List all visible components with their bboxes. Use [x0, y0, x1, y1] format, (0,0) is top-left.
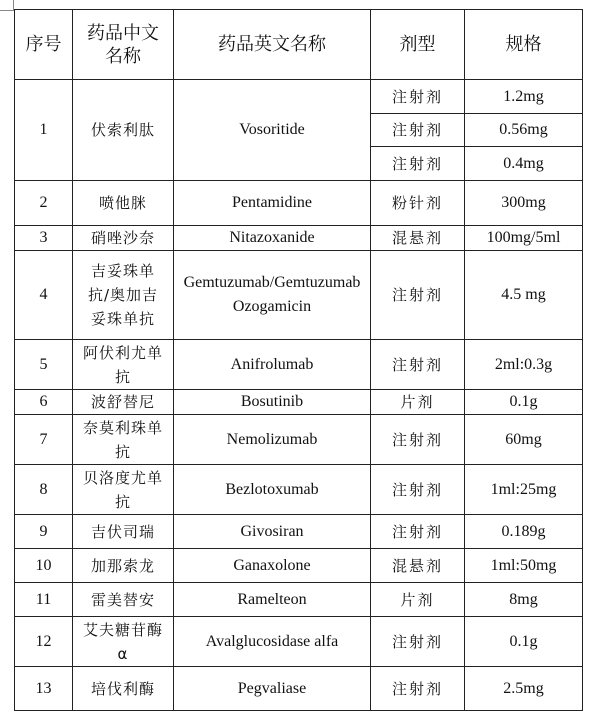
row-cn-name: 吉伏司瑞: [73, 515, 174, 549]
table-row: [15, 340, 583, 390]
table-row: [15, 390, 583, 415]
row-en-name: Bezlotoxumab: [174, 465, 371, 515]
table-row: [15, 415, 583, 465]
row-cn-name-text: 贝洛度尤单抗: [82, 468, 163, 511]
row-cn-name-text: 阿伏利尤单抗: [82, 343, 163, 386]
table-row: [15, 465, 583, 515]
row-cn-name: [73, 617, 174, 667]
row-spec: 1.2mg: [465, 80, 583, 114]
header-spec: 规格: [465, 10, 583, 80]
row-en-name: Ganaxolone: [174, 549, 371, 583]
row-index: 13: [15, 667, 73, 711]
row-index: 7: [15, 415, 73, 465]
table-row: [15, 251, 583, 340]
row-index: 1: [15, 80, 73, 181]
row-cn-name: 雷美替安: [73, 583, 174, 617]
row-form: 片剂: [371, 583, 465, 617]
table-row: [15, 515, 583, 549]
row-spec: 100mg/5ml: [465, 226, 583, 251]
row-form: 注射剂: [371, 415, 465, 465]
header-cn-name: [73, 10, 174, 80]
row-en-name: Ramelteon: [174, 583, 371, 617]
row-form: 注射剂: [371, 515, 465, 549]
row-index: 5: [15, 340, 73, 390]
row-index: 9: [15, 515, 73, 549]
row-form: 注射剂: [371, 667, 465, 711]
header-cn-name-text: 药品中文名称: [87, 22, 159, 67]
row-spec: 2.5mg: [465, 667, 583, 711]
table-row: [15, 549, 583, 583]
row-spec: 0.1g: [465, 617, 583, 667]
row-cn-name: 硝唑沙奈: [73, 226, 174, 251]
drug-list-table: [14, 9, 583, 711]
header-en-name: 药品英文名称: [174, 10, 371, 80]
row-cn-name-text: 吉妥珠单抗/奥加吉妥珠单抗: [87, 262, 159, 328]
row-form: 粉针剂: [371, 181, 465, 226]
row-en-name: Gemtuzumab/Gemtuzumab Ozogamicin: [174, 251, 371, 340]
table-row: [15, 181, 583, 226]
row-spec: 2ml:0.3g: [465, 340, 583, 390]
row-index: 3: [15, 226, 73, 251]
row-cn-name: [73, 415, 174, 465]
table-header-row: [15, 10, 583, 80]
row-cn-name: 喷他脒: [73, 181, 174, 226]
row-spec: 8mg: [465, 583, 583, 617]
row-index: 6: [15, 390, 73, 415]
row-index: 8: [15, 465, 73, 515]
row-index: 11: [15, 583, 73, 617]
table-row: [15, 667, 583, 711]
row-en-name: Pegvaliase: [174, 667, 371, 711]
row-spec: 1ml:50mg: [465, 549, 583, 583]
row-cn-name: [73, 251, 174, 340]
row-spec: 1ml:25mg: [465, 465, 583, 515]
row-form: 注射剂: [371, 147, 465, 181]
row-spec: 4.5 mg: [465, 251, 583, 340]
row-form: 注射剂: [371, 617, 465, 667]
table-row: [15, 617, 583, 667]
row-spec: 0.4mg: [465, 147, 583, 181]
row-index: 12: [15, 617, 73, 667]
row-en-name: Avalglucosidase alfa: [174, 617, 371, 667]
row-cn-name: [73, 340, 174, 390]
row-form: 混悬剂: [371, 549, 465, 583]
row-index: 4: [15, 251, 73, 340]
header-form: 剂型: [371, 10, 465, 80]
row-en-name: Nemolizumab: [174, 415, 371, 465]
row-form: 注射剂: [371, 465, 465, 515]
table-row: [15, 226, 583, 251]
row-cn-name-text: 奈莫利珠单抗: [82, 418, 163, 461]
row-spec: 60mg: [465, 415, 583, 465]
row-cn-name: 培伐利酶: [73, 667, 174, 711]
row-spec: 300mg: [465, 181, 583, 226]
row-spec: 0.1g: [465, 390, 583, 415]
row-en-name: Givosiran: [174, 515, 371, 549]
row-cn-name: [73, 465, 174, 515]
row-index: 10: [15, 549, 73, 583]
row-form: 片剂: [371, 390, 465, 415]
table-row: [15, 80, 583, 114]
row-en-name: Bosutinib: [174, 390, 371, 415]
row-spec: 0.56mg: [465, 114, 583, 147]
row-cn-name: 伏索利肽: [73, 80, 174, 181]
row-spec: 0.189g: [465, 515, 583, 549]
row-cn-name: 波舒替尼: [73, 390, 174, 415]
row-form: 混悬剂: [371, 226, 465, 251]
row-form: 注射剂: [371, 340, 465, 390]
row-en-name: Anifrolumab: [174, 340, 371, 390]
row-en-name: Vosoritide: [174, 80, 371, 181]
row-en-name: Nitazoxanide: [174, 226, 371, 251]
row-form: 注射剂: [371, 251, 465, 340]
row-form: 注射剂: [371, 114, 465, 147]
row-cn-name: 加那索龙: [73, 549, 174, 583]
row-form: 注射剂: [371, 80, 465, 114]
row-cn-name-text: 艾夫糖苷酶α: [82, 620, 163, 663]
row-en-name: Pentamidine: [174, 181, 371, 226]
document-corner-mark: [0, 0, 14, 11]
row-index: 2: [15, 181, 73, 226]
header-index: 序号: [15, 10, 73, 80]
table-row: [15, 583, 583, 617]
